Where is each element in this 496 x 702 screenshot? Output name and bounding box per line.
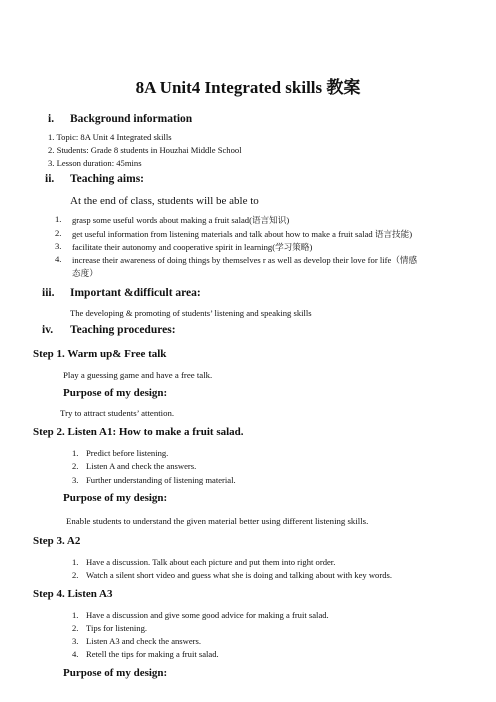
step-1-title: Step 1. Warm up& Free talk	[33, 348, 167, 360]
purpose-text: Enable students to understand the given material better using different listening skills.	[66, 516, 369, 526]
aim-text-continued: 态度）	[72, 268, 98, 278]
aim-number: 1.	[55, 214, 62, 224]
step-item-number: 2.	[72, 623, 79, 633]
step-item-text: Tips for listening.	[86, 623, 148, 633]
aim-number: 2.	[55, 228, 62, 238]
step-item-number: 2.	[72, 461, 79, 471]
step-item-number: 1.	[72, 557, 79, 567]
step-item-number: 1.	[72, 610, 79, 620]
purpose-text: Try to attract students’ attention.	[60, 408, 175, 418]
section-number-iii: iii.	[42, 287, 55, 299]
purpose-label: Purpose of my design:	[63, 492, 168, 504]
background-item: 2. Students: Grade 8 students in Houzhai Middle School	[48, 145, 242, 155]
step-2-title: Step 2. Listen A1: How to make a fruit salad.	[33, 426, 244, 438]
step-item-text: Have a discussion and give some good advice for making a fruit salad.	[86, 610, 329, 620]
step-item-text: Further understanding of listening material.	[86, 475, 236, 485]
purpose-label: Purpose of my design:	[63, 387, 168, 399]
section-number-i: i.	[48, 113, 55, 125]
section-number-ii: ii.	[45, 173, 55, 185]
important-text: The developing & promoting of students’ listening and speaking skills	[70, 308, 312, 318]
section-heading-procedures: Teaching procedures:	[70, 324, 176, 336]
step-item-text: Have a discussion. Talk about each picture and put them into right order.	[86, 557, 336, 567]
document-title: 8A Unit4 Integrated skills 教案	[135, 78, 361, 97]
step-3-title: Step 3. A2	[33, 535, 81, 547]
step-4-title: Step 4. Listen A3	[33, 588, 113, 600]
step-item-number: 3.	[72, 475, 79, 485]
background-item: 3. Lesson duration: 45mins	[48, 158, 142, 168]
step-item-text: Watch a silent short video and guess what she is doing and talking about with key words.	[86, 570, 393, 580]
section-number-iv: iv.	[42, 324, 54, 336]
step-item-number: 1.	[72, 448, 79, 458]
step-item-number: 2.	[72, 570, 79, 580]
step-item-number: 4.	[72, 649, 79, 659]
section-heading-aims: Teaching aims:	[70, 173, 145, 185]
aim-text: get useful information from listening materials and talk about how to make a fruit salad 语言技能)	[72, 229, 413, 239]
aim-text: facilitate their autonomy and cooperative spirit in learning(学习策略)	[72, 242, 313, 252]
section-heading-background: Background information	[70, 113, 193, 125]
aim-text: increase their awareness of doing things by themselves r as well as develop their love for life（情感	[72, 255, 418, 265]
step-item-text: Listen A and check the answers.	[86, 461, 197, 471]
aim-text: grasp some useful words about making a fruit salad(语言知识)	[72, 215, 290, 225]
step-item-text: Predict before listening.	[86, 448, 169, 458]
step-item-number: 3.	[72, 636, 79, 646]
aims-intro: At the end of class, students will be able to	[70, 195, 259, 207]
step-item-text: Retell the tips for making a fruit salad.	[86, 649, 219, 659]
aim-number: 3.	[55, 241, 62, 251]
step-1-text: Play a guessing game and have a free talk.	[63, 370, 213, 380]
background-item: 1. Topic: 8A Unit 4 Integrated skills	[48, 132, 172, 142]
section-heading-important: Important &difficult area:	[70, 287, 201, 299]
aim-number: 4.	[55, 254, 62, 264]
step-item-text: Listen A3 and check the answers.	[86, 636, 202, 646]
purpose-label: Purpose of my design:	[63, 667, 168, 679]
